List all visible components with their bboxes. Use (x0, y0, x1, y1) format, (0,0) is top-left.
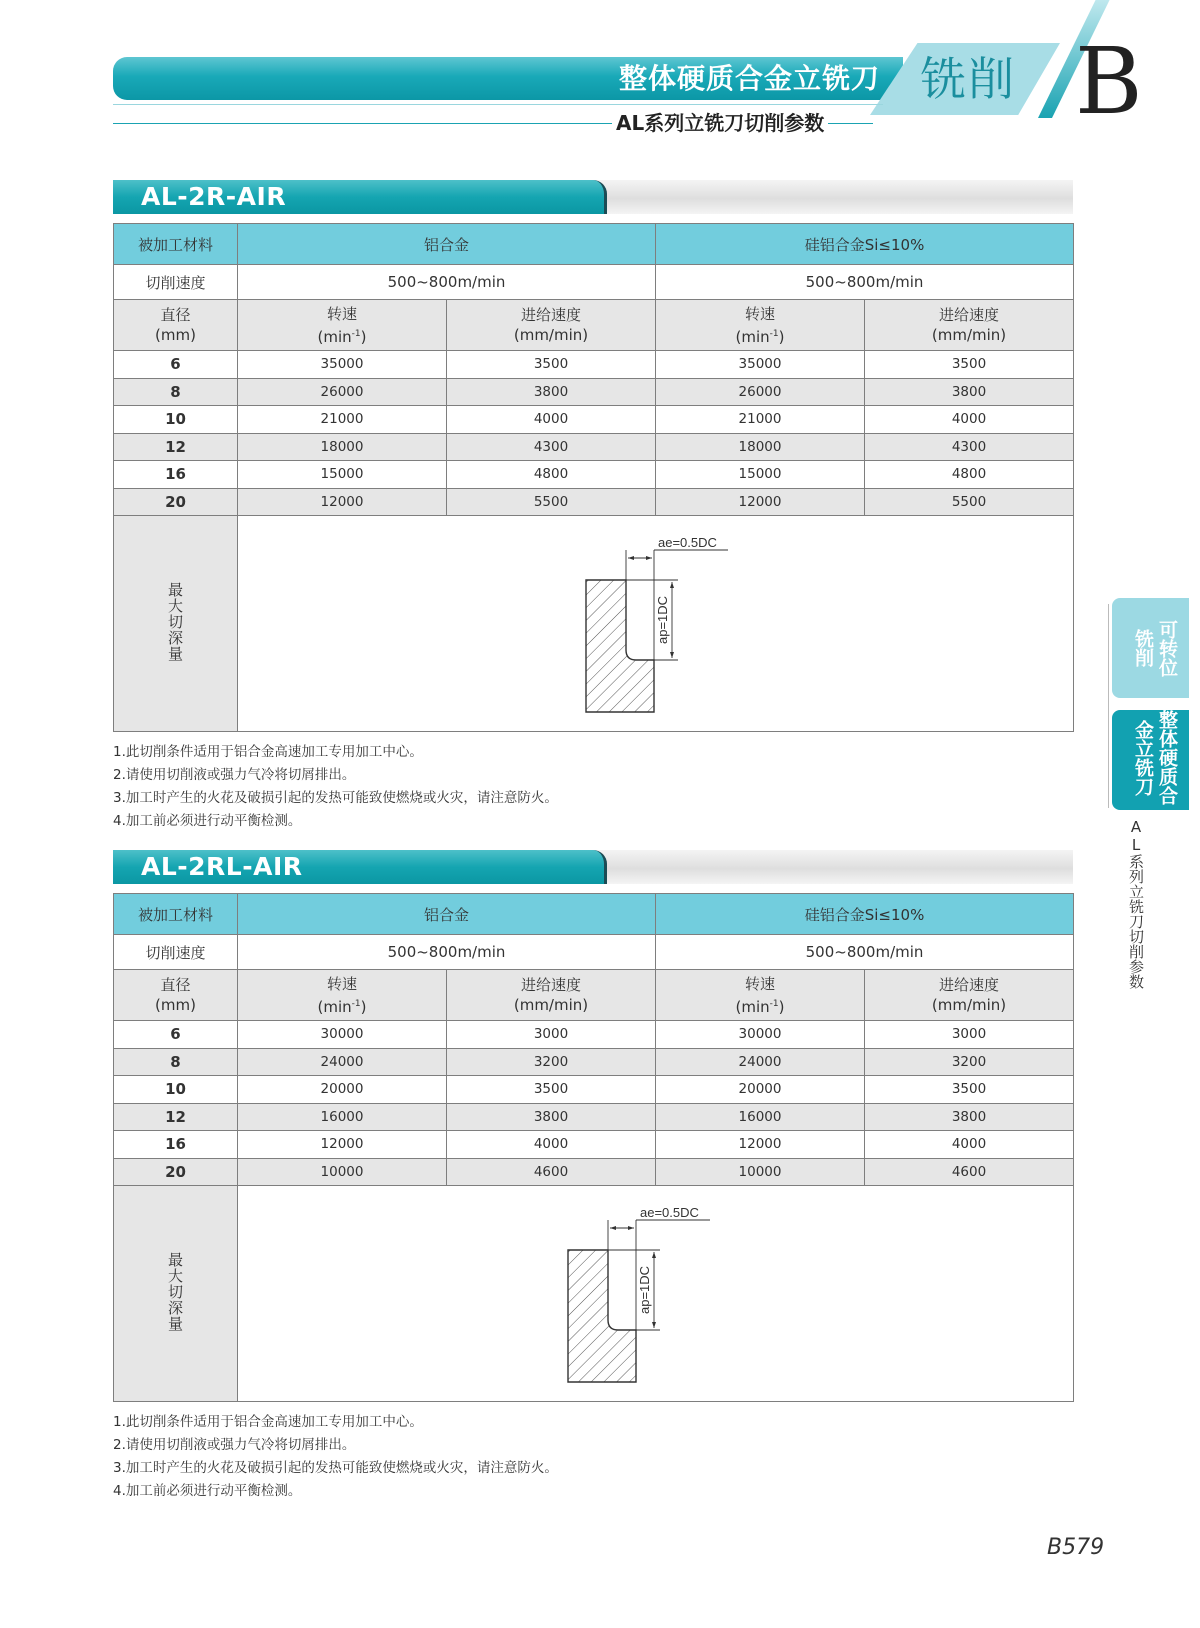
col-rpm-unit: (min (317, 997, 352, 1016)
table-row (114, 378, 1074, 406)
col-rpm-unit-close: ) (778, 327, 785, 346)
col-diameter-unit: (mm) (155, 996, 196, 1014)
col-rpm-unit-close: ) (360, 997, 367, 1016)
material-label: 被加工材料 (114, 224, 238, 265)
cell-feed: 4000 (865, 406, 1074, 434)
table-row (114, 406, 1074, 434)
cell-rpm: 20000 (656, 1076, 865, 1104)
col-feed-unit: (mm/min) (931, 996, 1007, 1014)
depth-diagram-cell (238, 516, 1074, 732)
cell-rpm: 16000 (656, 1103, 865, 1131)
cutting-parameters-table (113, 893, 1074, 1402)
material-row (114, 224, 1074, 265)
section-letter: B (1075, 28, 1143, 135)
page-number: B579 (1047, 1535, 1105, 1560)
max-depth-label-cell (114, 1186, 238, 1402)
cell-diameter: 12 (114, 433, 238, 461)
cell-diameter: 16 (114, 461, 238, 489)
cell-diameter: 10 (114, 1076, 238, 1104)
cell-diameter: 8 (114, 378, 238, 406)
cell-feed: 3500 (865, 351, 1074, 379)
note-item: 4.加工前必须进行动平衡检测。 (113, 1483, 302, 1499)
table-row (114, 351, 1074, 379)
cell-rpm: 10000 (238, 1158, 447, 1186)
cell-feed: 3000 (447, 1021, 656, 1049)
note-item: 3.加工时产生的火花及破损引起的发热可能致使燃烧或火灾，请注意防火。 (113, 790, 558, 806)
column-header-row (114, 970, 1074, 1021)
cell-rpm: 21000 (238, 406, 447, 434)
section-al-2rl-air (113, 850, 1073, 1503)
cut-depth-diagram (506, 522, 806, 722)
note-item: 3.加工时产生的火花及破损引起的发热可能致使燃烧或火灾，请注意防火。 (113, 1460, 558, 1476)
col-diameter (114, 300, 238, 351)
cell-diameter: 20 (114, 488, 238, 516)
col-rpm-unit-sup: -1 (351, 328, 361, 339)
cell-rpm: 12000 (656, 488, 865, 516)
note-item: 4.加工前必须进行动平衡检测。 (113, 813, 302, 829)
max-depth-label: 最大切深量 (166, 1251, 184, 1332)
material-silicon-aluminum: 硅铝合金Si≤10% (656, 224, 1074, 265)
cell-rpm: 30000 (656, 1021, 865, 1049)
cell-rpm: 24000 (238, 1048, 447, 1076)
col-rpm (656, 300, 865, 351)
cell-feed: 3500 (865, 1076, 1074, 1104)
cell-rpm: 10000 (656, 1158, 865, 1186)
header-rule-top (113, 104, 883, 105)
cell-feed: 3800 (447, 378, 656, 406)
col-feed (447, 300, 656, 351)
col-rpm (238, 300, 447, 351)
cell-diameter: 12 (114, 1103, 238, 1131)
cell-rpm: 18000 (656, 433, 865, 461)
cell-feed: 4300 (865, 433, 1074, 461)
col-feed-unit: (mm/min) (513, 996, 589, 1014)
cutting-speed-label: 切削速度 (114, 935, 238, 970)
header-subtitle: AL系列立铣刀切削参数 (612, 110, 828, 136)
cut-depth-diagram (488, 1192, 788, 1392)
cell-feed: 3800 (865, 1103, 1074, 1131)
col-feed-label: 进给速度 (939, 976, 1000, 994)
cell-diameter: 6 (114, 1021, 238, 1049)
cell-feed: 3800 (865, 378, 1074, 406)
table-row (114, 1048, 1074, 1076)
material-aluminum: 铝合金 (238, 224, 656, 265)
col-feed (447, 970, 656, 1021)
side-tab-label: 可转位 (1156, 620, 1178, 677)
table-row (114, 1131, 1074, 1159)
col-rpm-unit: (min (735, 327, 770, 346)
col-feed-unit: (mm/min) (931, 326, 1007, 344)
col-rpm-unit-close: ) (360, 327, 367, 346)
cell-feed: 5500 (447, 488, 656, 516)
cell-feed: 4600 (447, 1158, 656, 1186)
cell-diameter: 20 (114, 1158, 238, 1186)
col-rpm-unit-sup: -1 (769, 998, 779, 1009)
cell-diameter: 6 (114, 351, 238, 379)
cutting-speed-value: 500~800m/min (238, 935, 656, 970)
col-feed (865, 970, 1074, 1021)
cell-feed: 4000 (447, 406, 656, 434)
side-tab-indexable-milling[interactable] (1112, 598, 1189, 698)
notes-list (113, 741, 1073, 833)
table-row (114, 488, 1074, 516)
cutting-speed-value: 500~800m/min (238, 265, 656, 300)
col-rpm-unit-sup: -1 (769, 328, 779, 339)
cutting-speed-value: 500~800m/min (656, 265, 1074, 300)
col-rpm-unit-sup: -1 (351, 998, 361, 1009)
table-row (114, 433, 1074, 461)
col-rpm-label: 转速 (326, 974, 357, 993)
cell-feed: 4600 (865, 1158, 1074, 1186)
cell-rpm: 15000 (656, 461, 865, 489)
cell-rpm: 21000 (656, 406, 865, 434)
col-rpm (238, 970, 447, 1021)
cell-rpm: 12000 (238, 488, 447, 516)
cell-rpm: 35000 (238, 351, 447, 379)
table-row (114, 1021, 1074, 1049)
ae-label: ae=0.5DC (657, 534, 717, 550)
col-diameter-unit: (mm) (155, 326, 196, 344)
section-title: AL-2RL-AIR (141, 852, 303, 881)
cell-rpm: 20000 (238, 1076, 447, 1104)
cell-feed: 5500 (865, 488, 1074, 516)
col-feed-label: 进给速度 (521, 306, 582, 324)
cell-rpm: 35000 (656, 351, 865, 379)
category-tab-label: 铣削 (920, 52, 1016, 106)
cell-rpm: 16000 (238, 1103, 447, 1131)
cell-feed: 4300 (447, 433, 656, 461)
material-silicon-aluminum: 硅铝合金Si≤10% (656, 894, 1074, 935)
cell-feed: 3500 (447, 351, 656, 379)
cell-feed: 4000 (865, 1131, 1074, 1159)
note-item: 2.请使用切削液或强力气冷将切屑排出。 (113, 1437, 356, 1453)
cutting-speed-value: 500~800m/min (656, 935, 1074, 970)
cell-rpm: 26000 (656, 378, 865, 406)
col-feed-unit: (mm/min) (513, 326, 589, 344)
cutting-speed-row (114, 265, 1074, 300)
side-tab-label: 金立铣刀 (1132, 720, 1154, 796)
cell-rpm: 18000 (238, 433, 447, 461)
cell-rpm: 12000 (656, 1131, 865, 1159)
note-item: 1.此切削条件适用于铝合金高速加工专用加工中心。 (113, 744, 423, 760)
cell-feed: 3000 (865, 1021, 1074, 1049)
header-title: 整体硬质合金立铣刀 (618, 62, 880, 95)
col-rpm-label: 转速 (745, 304, 776, 323)
material-row (114, 894, 1074, 935)
cell-rpm: 24000 (656, 1048, 865, 1076)
section-banner (113, 850, 1073, 884)
col-rpm-unit: (min (735, 997, 770, 1016)
ap-label: ap=1DC (654, 595, 670, 644)
max-depth-row (114, 516, 1074, 732)
cell-rpm: 12000 (238, 1131, 447, 1159)
max-depth-row (114, 1186, 1074, 1402)
col-diameter-label: 直径 (160, 976, 191, 994)
col-feed-label: 进给速度 (521, 976, 582, 994)
side-tab-label: 整体硬质合 (1156, 710, 1178, 805)
cutting-speed-label: 切削速度 (114, 265, 238, 300)
section-al-2r-air (113, 180, 1073, 833)
cutting-speed-row (114, 935, 1074, 970)
max-depth-label: 最大切深量 (166, 581, 184, 662)
cell-feed: 4800 (865, 461, 1074, 489)
cutting-parameters-table (113, 223, 1074, 732)
side-tab-solid-carbide-endmill[interactable] (1112, 710, 1189, 810)
col-diameter (114, 970, 238, 1021)
column-header-row (114, 300, 1074, 351)
max-depth-label-cell (114, 516, 238, 732)
cell-feed: 3500 (447, 1076, 656, 1104)
cell-rpm: 15000 (238, 461, 447, 489)
side-nav-caption: AL系列立铣刀切削参数 (1127, 818, 1145, 989)
col-rpm-unit-close: ) (778, 997, 785, 1016)
cell-diameter: 10 (114, 406, 238, 434)
table-row (114, 1103, 1074, 1131)
col-rpm (656, 970, 865, 1021)
ae-label: ae=0.5DC (639, 1204, 699, 1220)
depth-diagram-cell (238, 1186, 1074, 1402)
material-label: 被加工材料 (114, 894, 238, 935)
side-tab-label: 铣削 (1132, 629, 1154, 667)
cell-feed: 3200 (865, 1048, 1074, 1076)
cell-feed: 3200 (447, 1048, 656, 1076)
material-aluminum: 铝合金 (238, 894, 656, 935)
cell-rpm: 26000 (238, 378, 447, 406)
side-nav-rail (1108, 604, 1109, 808)
ap-label: ap=1DC (636, 1265, 652, 1314)
cell-diameter: 8 (114, 1048, 238, 1076)
cell-rpm: 30000 (238, 1021, 447, 1049)
table-row (114, 1158, 1074, 1186)
notes-list (113, 1411, 1073, 1503)
note-item: 2.请使用切削液或强力气冷将切屑排出。 (113, 767, 356, 783)
col-rpm-unit: (min (317, 327, 352, 346)
col-feed (865, 300, 1074, 351)
note-item: 1.此切削条件适用于铝合金高速加工专用加工中心。 (113, 1414, 423, 1430)
cell-feed: 4000 (447, 1131, 656, 1159)
cell-feed: 4800 (447, 461, 656, 489)
table-row (114, 461, 1074, 489)
section-banner (113, 180, 1073, 214)
col-feed-label: 进给速度 (939, 306, 1000, 324)
col-diameter-label: 直径 (160, 306, 191, 324)
col-rpm-label: 转速 (326, 304, 357, 323)
cell-diameter: 16 (114, 1131, 238, 1159)
section-title: AL-2R-AIR (141, 182, 287, 211)
table-row (114, 1076, 1074, 1104)
col-rpm-label: 转速 (745, 974, 776, 993)
cell-feed: 3800 (447, 1103, 656, 1131)
